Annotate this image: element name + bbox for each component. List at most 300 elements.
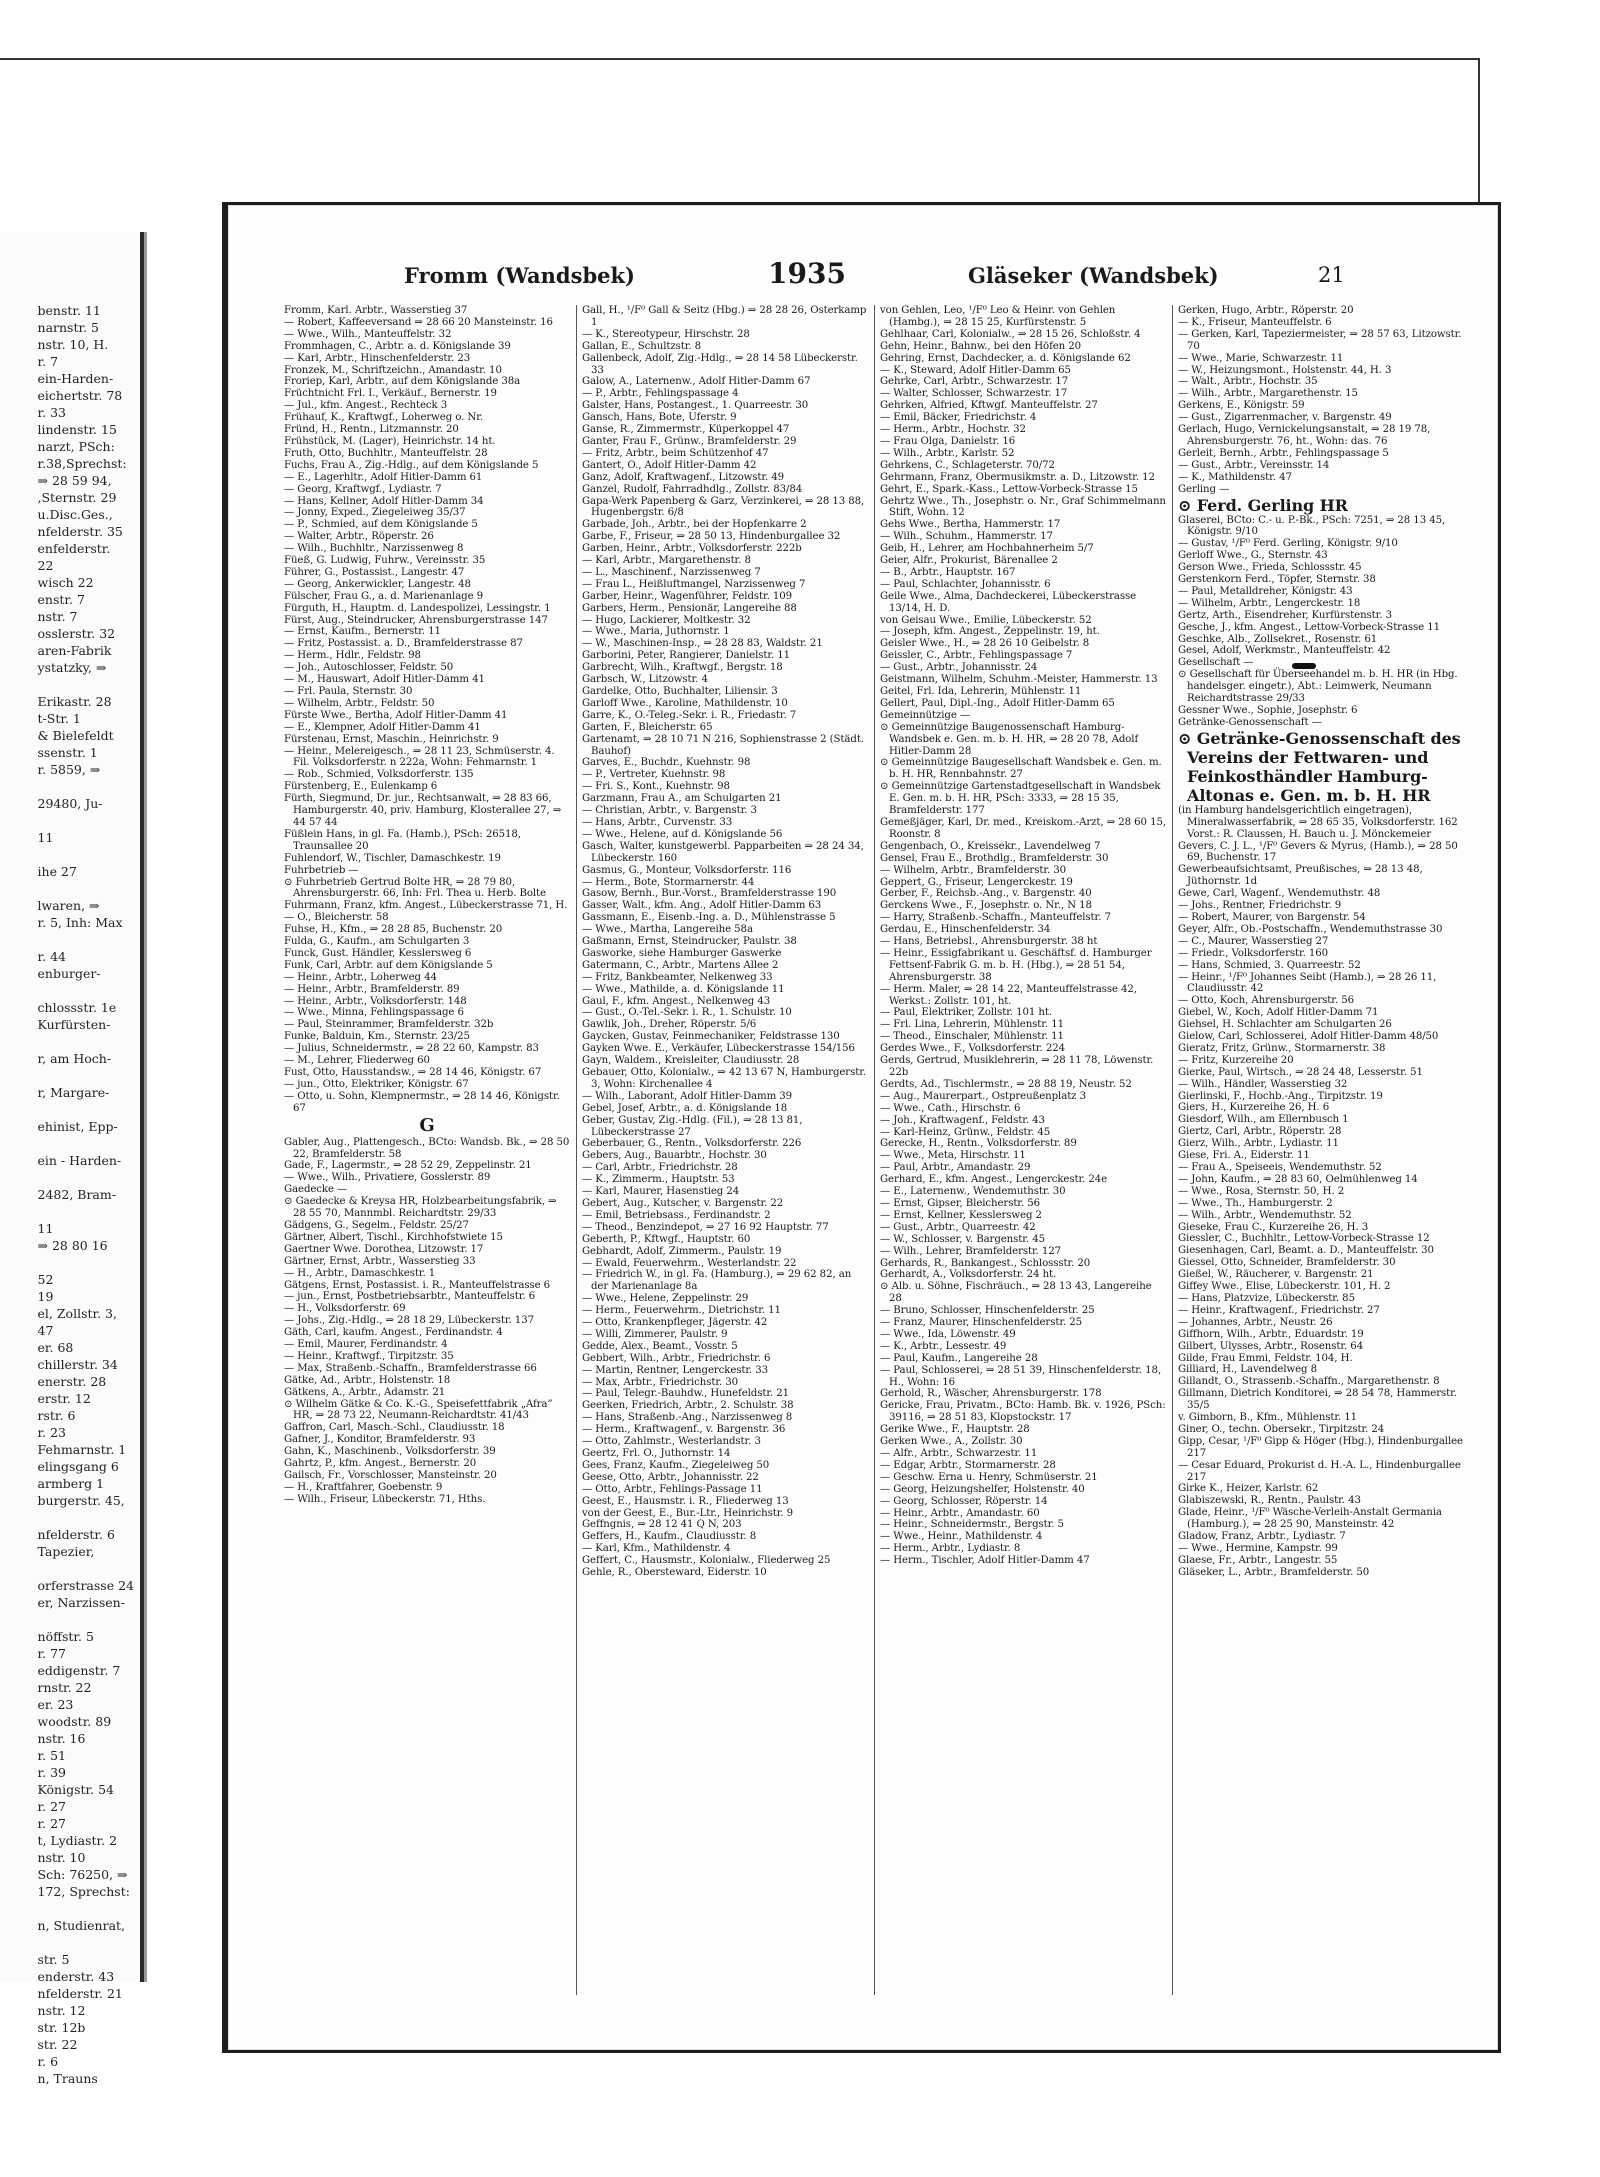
directory-entry: Frühstück, M. (Lager), Heinrichstr. 14 ht. [284, 435, 496, 447]
directory-entry: Frühauf, K., Kraftwgf., Loherweg o. Nr. [284, 412, 483, 424]
directory-entry: Gailsch, Fr., Vorschlosser, Mansteinstr. 20 [284, 1470, 497, 1481]
directory-entry: — Rob., Schmied, Volksdorferstr. 135 [284, 769, 474, 781]
previous-page-fragment: enerstr. 28 [37, 1374, 107, 1389]
directory-entry: Führer, G., Postassist., Langestr. 47 [284, 566, 465, 578]
directory-entry: — Johs., Rentner, Friedrichstr. 9 [1178, 900, 1342, 912]
directory-entry: Fülscher, Frau G., a. d. Marienanlage 9 [284, 590, 484, 602]
directory-entry: — H., Arbtr., Damaschkestr. 1 [284, 1267, 436, 1279]
directory-entry: — Fritz, Bankbeamter, Nelkenweg 33 [582, 971, 773, 983]
directory-entry: Gärtner, Ernst, Arbtr., Wasserstieg 33 [284, 1255, 476, 1267]
previous-page-fragment [38, 1203, 134, 1220]
directory-entry: — W., Maschinen-Insp., ⇒ 28 28 83, Waldstr. 21 [582, 638, 823, 650]
directory-entry: — Herm., Tischler, Adolf Hitler-Damm 47 [880, 1555, 1090, 1567]
previous-page-fragment: wisch 22 [37, 575, 94, 590]
previous-page-fragment: eichertstr. 78 [37, 388, 123, 403]
previous-page-fragment [38, 1934, 134, 1951]
directory-entry: Gehle, R., Obersteward, Eiderstr. 10 [582, 1567, 767, 1579]
previous-page-fragment: ,Sternstr. 29 [37, 490, 117, 505]
directory-entry: — Wwe., Helene, auf d. Königslande 56 [582, 828, 783, 840]
directory-entry: — Walt., Arbtr., Hochstr. 35 [1178, 376, 1318, 388]
directory-entry: — Wwe., Maria, Juthornstr. 1 [582, 626, 730, 638]
previous-page-fragment [38, 1611, 134, 1628]
directory-entry: — jun., Otto, Elektriker, Königstr. 67 [284, 1078, 469, 1090]
previous-page-fragment: nfelderstr. 35 [37, 524, 123, 539]
previous-page-fragment: er. 23 [37, 1697, 74, 1712]
previous-page-fragment: nstr. 10, H. [37, 337, 109, 352]
directory-entry: Gesche, J., kfm. Angest., Lettow-Vorbeck-Strasse 11 [1178, 621, 1441, 633]
previous-page-fragment [38, 1560, 134, 1577]
directory-entry: — Cesar Eduard, Prokurist d. H.-A. L., Hindenburgallee 217 [1178, 1459, 1461, 1483]
previous-page-fragment [38, 1135, 134, 1152]
previous-page-fragment [38, 1509, 134, 1526]
directory-entry: Gawlik, Joh., Dreher, Röperstr. 5/6 [582, 1019, 757, 1031]
directory-entry: — Gerken, Karl, Tapeziermeister, ⇒ 28 57 63, Litzowstr. 70 [1178, 328, 1462, 352]
previous-page-fragment: 172, Sprechst: [37, 1884, 130, 1899]
directory-entry: — Alfr., Arbtr., Schwarzestr. 11 [880, 1448, 1038, 1459]
directory-entry: Galow, A., Laternenw., Adolf Hitler-Damm 67 [582, 376, 811, 388]
previous-page-fragment: r. 44 [37, 949, 66, 964]
directory-entry: — Joh., Kraftwagenf., Feldstr. 43 [880, 1114, 1045, 1126]
directory-entry: Fürguth, H., Hauptm. d. Landespolizei, Lessingstr. 1 [284, 602, 551, 614]
directory-entry: Giese, Fri. A., Eiderstr. 11 [1178, 1150, 1310, 1162]
directory-entry: — H., Volksdorferstr. 69 [284, 1303, 406, 1315]
directory-entry: Gebel, Josef, Arbtr., a. d. Königslande 18 [582, 1102, 788, 1114]
previous-page-fragment: armberg 1 [37, 1476, 105, 1491]
directory-entry: Gladow, Franz, Arbtr., Lydiastr. 7 [1178, 1531, 1346, 1543]
directory-entry: — Edgar, Arbtr., Stormarnerstr. 28 [880, 1459, 1056, 1471]
directory-entry: Gees, Franz, Kaufm., Ziegeleiweg 50 [582, 1459, 770, 1471]
previous-page-fragment: 11 [37, 1221, 54, 1236]
directory-entry: Fuhse, H., Kfm., ⇒ 28 28 85, Buchenstr. 20 [284, 924, 503, 936]
previous-page-fragment: r. 51 [37, 1748, 66, 1763]
directory-entry: Gerckens Wwe., F., Josephstr. o. Nr., N 18 [880, 900, 1092, 912]
directory-entry: — Karl, Kfm., Mathildenstr. 4 [582, 1543, 731, 1555]
directory-entry: — P., Vertreter, Kuehnstr. 98 [582, 769, 726, 781]
directory-entry: — Otto, u. Sohn, Klempnermstr., ⇒ 28 14 46, Königstr. 67 [284, 1090, 560, 1114]
previous-page-fragment: narzt, PSch: [37, 439, 115, 454]
directory-entry: — Georg, Ankerwickler, Langestr. 48 [284, 578, 471, 590]
directory-entry: Geberth, P., Kftwgf., Hauptstr. 60 [582, 1233, 751, 1245]
directory-entry: von der Geest, E., Bur.-Ltr., Heinrichstr. 9 [582, 1507, 794, 1519]
directory-entry: Gielow, Carl, Schlosserei, Adolf Hitler-Damm 48/50 [1178, 1031, 1439, 1043]
directory-entry: — Hans, Platzvize, Lübeckerstr. 85 [1178, 1292, 1355, 1304]
directory-entry: Geissler, C., Arbtr., Fehlingspassage 7 [880, 650, 1073, 662]
previous-page-fragment: orferstrasse 24 [37, 1578, 134, 1593]
previous-page-fragment: woodstr. 89 [37, 1714, 112, 1729]
directory-entry: Fuhlendorf, W., Tischler, Damaschkestr. 19 [284, 852, 501, 864]
directory-entry: Fromm, Karl. Arbtr., Wasserstieg 37 [284, 305, 468, 316]
directory-entry: — B., Arbtr., Hauptstr. 167 [880, 566, 1016, 578]
previous-page-fragment: narnstr. 5 [37, 320, 99, 335]
directory-entry: — Heinr., Arbtr., Amandastr. 60 [880, 1507, 1040, 1519]
previous-page-fragment: 19 [37, 1289, 54, 1304]
previous-page-fragment: lindenstr. 15 [37, 422, 117, 437]
previous-page-fragment: rstr. 6 [37, 1408, 76, 1423]
directory-entry: Gaffron, Carl, Masch.-Schl., Claudiusstr. 18 [284, 1422, 505, 1434]
directory-entry: Gericke, Frau, Privatm., BCto: Hamb. Bk. v. 1926, PSch: 39116, ⇒ 28 51 83, Klopstockstr. 17 [880, 1400, 1166, 1424]
directory-entry: Gehring, Ernst, Dachdecker, a. d. Königslande 62 [880, 352, 1131, 364]
directory-entry: Glaese, Fr., Arbtr., Langestr. 55 [1178, 1554, 1338, 1566]
previous-page-fragment: r. 7 [37, 354, 59, 369]
directory-entry: Gierz, Wilh., Arbtr., Lydiastr. 11 [1178, 1138, 1339, 1150]
directory-entry: Gatermann, C., Arbtr., Martens Allee 2 [582, 959, 779, 971]
directory-entry: — Paul, Schlosserei, ⇒ 28 51 39, Hinschenfelderstr. 18, H., Wohn: 16 [880, 1364, 1162, 1388]
directory-entry: — Wwe., Th., Hamburgerstr. 2 [1178, 1197, 1333, 1209]
column-1 [284, 305, 570, 2005]
previous-page-fragment: nöffstr. 5 [37, 1629, 94, 1644]
directory-entry: Gehn, Heinr., Bahnw., bei den Höfen 20 [880, 340, 1082, 352]
directory-entry: — Heinr., ¹/F⁰ Johannes Seibt (Hamb.), ⇒ 28 26 11, Claudiusstr. 42 [1178, 971, 1437, 995]
previous-page-fragment: r. 33 [37, 405, 66, 420]
directory-entry: — Otto, Arbtr., Fehlings-Passage 11 [582, 1483, 763, 1495]
previous-page-edge [0, 232, 144, 2086]
directory-entry: Ganz, Adolf, Kraftwagenf., Litzowstr. 49 [582, 471, 785, 483]
previous-page-fragment: er. 68 [37, 1340, 74, 1355]
previous-page-fragment: rnstr. 22 [37, 1680, 92, 1695]
directory-entry: Fruth, Otto, Buchhltr., Manteuffelstr. 28 [284, 447, 488, 459]
previous-page-fragment [38, 931, 134, 948]
header-year: 1935 [768, 257, 846, 290]
previous-page-fragment: el, Zollstr. 3, [37, 1306, 117, 1321]
directory-entry: — Hans, Arbtr., Curvenstr. 33 [582, 816, 733, 828]
directory-entry: — Frau Olga, Danielstr. 16 [880, 435, 1016, 447]
previous-page-fragment: n, Studienrat, [37, 1918, 126, 1933]
directory-entry: — Paul, Steinrammer, Bramfelderstr. 32b [284, 1019, 494, 1031]
previous-page-fragment: er, Narzissen- [37, 1595, 125, 1610]
directory-entry: — C., Maurer, Wasserstieg 27 [1178, 935, 1329, 947]
directory-entry: — M., Hauswart, Adolf Hitler-Damm 41 [284, 674, 485, 686]
directory-entry: Fuchs, Frau A., Zig.-Hdlg., auf dem Königslande 5 [284, 459, 539, 471]
directory-entry: Funck, Gust. Händler, Kesslersweg 6 [284, 947, 472, 959]
previous-page-fragment [38, 1067, 134, 1084]
previous-page-fragment: elingsgang 6 [37, 1459, 119, 1474]
directory-entry: — E., Lagerhltr., Adolf Hitler-Damm 61 [284, 471, 483, 483]
directory-entry: Gieratz, Fritz, Grünw., Stormarnerstr. 38 [1178, 1042, 1386, 1054]
directory-entry: — Theod., Benzindepot, ⇒ 27 16 92 Hauptstr. 77 [582, 1221, 829, 1233]
directory-entry: Funke, Balduin, Km., Sternstr. 23/25 [284, 1031, 470, 1043]
previous-page-fragment: r. 27 [37, 1816, 66, 1831]
directory-entry: — Heinr., Arbtr., Volksdorferstr. 148 [284, 995, 467, 1007]
directory-entry: — Karl, Arbtr., Hinschenfelderstr. 23 [284, 352, 471, 364]
directory-entry: — Ernst, Gipser, Bleicherstr. 56 [880, 1197, 1041, 1209]
directory-entry: — H., Kraftfahrer, Goebenstr. 9 [284, 1481, 443, 1493]
directory-entry: — Max, Straßenb.-Schaffn., Bramfelderstrasse 66 [284, 1362, 537, 1374]
directory-entry: ⊙ Gemeinnützige Baugenossenschaft Hamburg-Wandsbek e. Gen. m. b. H. HR, ⇒ 28 20 78, Adolf Hitler-Damm 28 [880, 721, 1139, 757]
directory-entry: Gall, H., ¹/F⁰ Gall & Seitz (Hbg.) ⇒ 28 28 26, Osterkamp 1 [582, 305, 867, 328]
column-divider [1172, 305, 1173, 1995]
directory-entry: Geffert, C., Hausmstr., Kolonialw., Fliederweg 25 [582, 1555, 831, 1567]
previous-page-fragment: ein-Harden- [37, 371, 114, 386]
directory-entry: — Karl, Maurer, Hasenstieg 24 [582, 1186, 740, 1198]
directory-entry: — Max, Arbtr., Friedrichstr. 30 [582, 1376, 739, 1388]
directory-entry: — Georg, Kraftwgf., Lydiastr. 7 [284, 483, 442, 495]
previous-page-fragment [38, 1254, 134, 1271]
directory-entry: Geest, E., Hausmstr. i. R., Fliederweg 13 [582, 1495, 789, 1507]
directory-entry: Gessner Wwe., Sophie, Josephstr. 6 [1178, 705, 1358, 716]
previous-page-fragment: r, am Hoch- [37, 1051, 112, 1066]
directory-entry: Gierke, Paul, Wirtsch., ⇒ 28 24 48, Lesserstr. 51 [1178, 1066, 1423, 1078]
directory-entry: — Wwe., Heinr., Mathildenstr. 4 [880, 1531, 1043, 1543]
directory-entry: — Wwe., Mathilde, a. d. Königslande 11 [582, 983, 785, 995]
directory-entry: Gade, F., Lagermstr., ⇒ 28 52 29, Zeppelinstr. 21 [284, 1160, 532, 1172]
directory-entry: — Joh., Autoschlosser, Feldstr. 50 [284, 662, 454, 674]
previous-page-fragment: nfelderstr. 6 [37, 1527, 115, 1542]
previous-page-fragment: Sch: 76250, ⇒ [37, 1867, 128, 1882]
directory-entry: Gerhardt, A., Volksdorferstr. 24 ht. [880, 1269, 1057, 1281]
directory-entry: Gaßmann, Ernst, Steindrucker, Paulstr. 38 [582, 936, 797, 948]
directory-entry: — E., Klempner, Adolf Hitler-Damm 41 [284, 721, 481, 733]
directory-entry: Giertz, Carl, Arbtr., Röperstr. 28 [1178, 1126, 1342, 1138]
directory-entry: — Jul., kfm. Angest., Rechteck 3 [284, 400, 448, 412]
directory-entry: — Wwe., Rosa, Sternstr. 50, H. 2 [1178, 1185, 1345, 1197]
directory-entry: Gerecke, H., Rentn., Volksdorferstr. 89 [880, 1138, 1077, 1150]
directory-entry: — Ernst, Kellner, Kesslersweg 2 [880, 1209, 1042, 1221]
directory-entry: — Wwe., Ida, Löwenstr. 49 [880, 1328, 1016, 1340]
previous-page-fragment: 22 [37, 558, 54, 573]
directory-entry: — Wilh., Schuhm., Hammerstr. 17 [880, 531, 1053, 543]
directory-entry: — Heinr., Essigfabrikant u. Geschäftsf. d. Hamburger Fettsenf-Fabrik G. m. b. H. (Hbg.), ⇒ 28 51 54, Ahrensburgerstr. 38 [880, 947, 1152, 983]
previous-page-fragment [38, 846, 134, 863]
directory-entry: — Herm., Bote, Stormarnerstr. 44 [582, 876, 755, 888]
directory-entry: Glaserei, BCto: C.- u. P.-Bk., PSch: 7251, ⇒ 28 13 45, Königstr. 9/10 [1178, 514, 1446, 538]
directory-entry: — Jonny, Exped., Ziegeleiweg 35/37 [284, 507, 466, 519]
directory-entry: Giebel, W., Koch, Adolf Hitler-Damm 71 [1178, 1007, 1379, 1019]
directory-entry: — Geschw. Erna u. Henry, Schmüserstr. 21 [880, 1471, 1098, 1483]
directory-entry: — Wilhelm, Arbtr., Lengerckestr. 18 [1178, 597, 1361, 609]
previous-page-fragment: r, Margare- [37, 1085, 110, 1100]
directory-entry: Gerhold, R., Wäscher, Ahrensburgerstr. 178 [880, 1388, 1102, 1400]
directory-entry: — Christian, Arbtr., v. Bargenstr. 3 [582, 805, 757, 817]
directory-entry: Fronzek, M., Schriftzeichn., Amandastr. 10 [284, 364, 502, 376]
directory-entry: ⊙ Gaedecke & Kreysa HR, Holzbearbeitungsfabrik, ⇒ 28 55 70, Mannmbl. Reichardtstr. 29/33 [284, 1196, 557, 1220]
directory-entry: — Herm., Feuerwehrm., Dietrichstr. 11 [582, 1305, 781, 1317]
previous-page-fragment: erstr. 12 [37, 1391, 91, 1406]
directory-entry: Geber, Gustav, Zig.-Hdlg. (Fil.), ⇒ 28 13 81, Lübeckerstrasse 27 [582, 1114, 803, 1138]
directory-entry: Füßlein Hans, in gl. Fa. (Hamb.), PSch: 26518, Traunsallee 20 [284, 828, 521, 852]
directory-entry: Garten, F., Bleicherstr. 65 [582, 721, 713, 733]
directory-entry: — Emil, Maurer, Ferdinandstr. 4 [284, 1339, 448, 1351]
header-left-title: Fromm (Wandsbek) [404, 263, 635, 288]
directory-entry: — Wilh., Lehrer, Bramfelderstr. 127 [880, 1245, 1062, 1257]
back-page-edge [0, 58, 1480, 60]
previous-page-fragment [38, 812, 134, 829]
directory-entry: — Fritz, Kurzereihe 20 [1178, 1054, 1294, 1066]
column-divider [576, 305, 577, 1995]
directory-entry: Gaul, F., kfm. Angest., Nelkenweg 43 [582, 995, 771, 1007]
directory-entry: Gasser, Walt., kfm. Ang., Adolf Hitler-Damm 63 [582, 900, 822, 912]
directory-entry: — Karl-Heinz, Grünw., Feldstr. 45 [880, 1126, 1051, 1138]
directory-entry: Gerling — [1178, 483, 1230, 495]
directory-entry: Gebers, Aug., Bauarbtr., Hochstr. 30 [582, 1150, 767, 1162]
previous-page-fragment: u.Disc.Ges., [37, 507, 113, 522]
directory-entry: Gillmann, Dietrich Konditorei, ⇒ 28 54 78, Hammerstr. 35/5 [1178, 1388, 1457, 1412]
directory-entry: Giffhorn, Wilh., Arbtr., Eduardstr. 19 [1178, 1328, 1364, 1340]
directory-entry: — Otto, Zahlmstr., Westerlandstr. 3 [582, 1436, 761, 1448]
previous-page-fragment: 2482, Bram- [37, 1187, 116, 1202]
directory-entry: Gasmus, G., Monteur, Volksdorferstr. 116 [582, 864, 792, 876]
previous-page-fragment: nstr. 12 [37, 2003, 86, 2018]
directory-entry: Gätgens, Ernst, Postassist. i. R., Manteuffelstrasse 6 [284, 1279, 551, 1291]
directory-entry: Gilbert, Ulysses, Arbtr., Rosenstr. 64 [1178, 1340, 1364, 1352]
directory-entry: — Friedr., Volksdorferstr. 160 [1178, 947, 1329, 959]
directory-entry: — Fritz, Postassist. a. D., Bramfelderstrasse 87 [284, 638, 523, 650]
directory-entry: — Karl, Arbtr., Margarethenstr. 8 [582, 555, 751, 567]
directory-entry: — Fri. S., Kont., Kuehnstr. 98 [582, 781, 730, 793]
section-letter: G [419, 1114, 435, 1136]
directory-entry: Garben, Heinr., Arbtr., Volksdorferstr. 222b [582, 543, 802, 555]
directory-entry: Gantert, O., Adolf Hitler-Damm 42 [582, 459, 757, 471]
previous-page-fragment: ssenstr. 1 [37, 745, 98, 760]
directory-entry: Gaycken, Gustav, Feinmechaniker, Feldstrasse 130 [582, 1031, 840, 1043]
directory-entry: — John, Kaufm., ⇒ 28 83 60, Oelmühlenweg 14 [1178, 1173, 1418, 1185]
column-divider [874, 305, 875, 1995]
directory-entry: Gengenbach, O., Kreissekr., Lavendelweg 7 [880, 840, 1101, 852]
directory-entry: — O., Bleicherstr. 58 [284, 912, 389, 924]
directory-entry: — Johannes, Arbtr., Neustr. 26 [1178, 1316, 1333, 1328]
directory-entry: Gädgens, G., Segelm., Feldstr. 25/27 [284, 1219, 469, 1231]
directory-entry: Gießel, W., Räucherer, v. Bargenstr. 21 [1178, 1269, 1374, 1281]
directory-page [222, 202, 1501, 2053]
directory-entry: Gehrkens, C., Schlageterstr. 70/72 [880, 459, 1055, 471]
previous-page-fragment: 29480, Ju- [37, 796, 103, 811]
directory-entry: — L., Maschinenf., Narzissenweg 7 [582, 566, 761, 578]
directory-entry: — Julius, Schneidermstr., ⇒ 28 22 60, Kampstr. 83 [284, 1043, 539, 1055]
previous-page-fragment [38, 1900, 134, 1917]
previous-page-fragment: Königstr. 54 [37, 1782, 114, 1797]
directory-entry: — Heinr., Kraftwagenf., Friedrichstr. 27 [1178, 1304, 1380, 1316]
directory-entry: Giessler, C., Buchhltr., Lettow-Vorbeck-Strasse 12 [1178, 1233, 1430, 1245]
directory-entry: Gemeßjäger, Karl, Dr. med., Kreiskom.-Arzt, ⇒ 28 60 15, Roonstr. 8 [880, 816, 1166, 840]
directory-entry: Gewe, Carl, Wagenf., Wendemuthstr. 48 [1178, 888, 1381, 900]
directory-entry: Ganzel, Rudolf, Fahrradhdlg., Zollstr. 83/84 [582, 483, 803, 495]
directory-entry: — Heinr., Arbtr., Bramfelderstr. 89 [284, 983, 460, 995]
directory-entry: Geerken, Friedrich, Arbtr., 2. Schulstr. 38 [582, 1400, 794, 1412]
directory-entry: — Gust., Arbtr., Johannisstr. 24 [880, 662, 1038, 674]
previous-page-fragment: str. 5 [37, 1952, 70, 1967]
directory-entry: Gallan, E., Schultzstr. 8 [582, 340, 702, 352]
directory-entry: — Wwe., Meta, Hirschstr. 11 [880, 1150, 1026, 1162]
directory-entry: ⊙ Alb. u. Söhne, Fischräuch., ⇒ 28 13 43, Langereihe 28 [880, 1281, 1152, 1305]
directory-entry: Gasow, Bernh., Bur.-Vorst., Bramfelderstrasse 190 [582, 888, 837, 900]
directory-entry: — Wilh., Arbtr., Karlstr. 52 [880, 447, 1015, 459]
previous-page-fragment: r. 23 [37, 1425, 66, 1440]
directory-entry: — Wwe., Hermine, Kampstr. 99 [1178, 1543, 1338, 1554]
directory-entry: Gasworke, siehe Hamburger Gaswerke [582, 947, 782, 959]
directory-entry: Gemeinnützige — [880, 709, 970, 721]
directory-entry: Gierlinski, F., Hochb.-Ang., Tirpitzstr. 19 [1178, 1090, 1383, 1102]
previous-page-fragment: ⇒ 28 80 16 [37, 1238, 108, 1253]
directory-entry: — Herm., Hdlr., Feldstr. 98 [284, 650, 421, 662]
directory-entry: Gehrken, Alfried, Kftwgf. Manteuffelstr. 27 [880, 400, 1098, 412]
directory-entry: Gebert, Aug., Kutscher, v. Bargenstr. 22 [582, 1197, 784, 1209]
directory-entry: Gilde, Frau Emmi, Feldstr. 104, H. [1178, 1352, 1353, 1364]
directory-entry: Fuhrbetrieb — [284, 864, 359, 876]
directory-entry: Gerken Wwe., A., Zollstr. 30 [880, 1436, 1023, 1448]
directory-entry: — Paul, Schlachter, Johannisstr. 6 [880, 578, 1051, 590]
directory-entry: Fürstenau, Ernst, Maschin., Heinrichstr. 9 [284, 733, 499, 745]
directory-entry: — Wwe., Minna, Fehlingspassage 6 [284, 1007, 464, 1019]
previous-page-fragment: enderstr. 43 [37, 1969, 115, 1984]
previous-page-fragment: r. 39 [37, 1765, 66, 1780]
previous-page-fragment: r. 6 [37, 2054, 59, 2069]
previous-page-fragment: chillerstr. 34 [37, 1357, 118, 1372]
directory-entry: Gesel, Adolf, Werkmstr., Manteuffelstr. 42 [1178, 645, 1391, 657]
directory-entry: — Robert, Maurer, von Bargenstr. 54 [1178, 911, 1366, 923]
directory-entry: — Gust., Zigarrenmacher, v. Bargenstr. 49 [1178, 412, 1392, 424]
previous-page-fragment: Tapezier, [37, 1544, 95, 1559]
directory-entry: Geese, Otto, Arbtr., Johannisstr. 22 [582, 1471, 759, 1483]
previous-page-fragment: eddigenstr. 7 [37, 1663, 121, 1678]
directory-entry: ⊙ Wilhelm Gätke & Co. K.-G., Speisefettfabrik „Afra” HR, ⇒ 28 73 22, Neumann-Reichardtstr. 41/43 [284, 1398, 553, 1422]
directory-entry: Ganter, Frau F., Grünw., Bramfelderstr. 29 [582, 435, 797, 447]
directory-entry: Gasch, Walter, kunstgewerbl. Papparbeiten ⇒ 28 24 34, Lübeckerstr. 160 [582, 840, 864, 864]
directory-entry: — Franz, Maurer, Hinschenfelderstr. 25 [880, 1317, 1083, 1329]
directory-entry: Gehrmann, Franz, Obermusikmstr. a. D., Litzowstr. 12 [880, 471, 1155, 483]
previous-page-fragment: enstr. 7 [37, 592, 85, 607]
previous-page-fragment: enburger- [37, 966, 101, 981]
header-right-title: Gläseker (Wandsbek) [968, 263, 1219, 288]
directory-entry: — Fritz, Arbtr., beim Schützenhof 47 [582, 447, 769, 459]
directory-entry: — P., Schmied, auf dem Königslande 5 [284, 519, 478, 531]
directory-entry: Geertz, Frl. O., Juthornstr. 14 [582, 1448, 731, 1459]
directory-entry: — Hans, Betriebsl., Ahrensburgerstr. 38 ht [880, 936, 1098, 948]
previous-page-fragment: Fehmarnstr. 1 [37, 1442, 127, 1457]
directory-entry: — Theod., Einschaler, Mühlenstr. 11 [880, 1031, 1064, 1043]
directory-entry: — Georg, Heizungshelfer, Holstenstr. 40 [880, 1483, 1085, 1495]
directory-entry: — jun., Ernst, Postbetriebsarbtr., Manteuffelstr. 6 [284, 1291, 536, 1303]
previous-page-fragment: ⇒ 28 59 94, [37, 473, 112, 488]
directory-entry: — Herm., Kraftwagenf., v. Bargenstr. 36 [582, 1424, 786, 1436]
directory-entry: Gayn, Waldem., Kreisleiter, Claudiusstr. 28 [582, 1055, 800, 1067]
directory-entry-highlight: ⊙ Ferd. Gerling HR [1178, 495, 1348, 515]
directory-entry: Gilliard, H., Lavendelweg 8 [1178, 1364, 1317, 1376]
previous-page-fragment: 11 [37, 830, 54, 845]
directory-entry: — M., Lehrer, Fliederweg 60 [284, 1055, 430, 1067]
directory-entry: Gahn, K., Maschinenb., Volksdorferstr. 39 [284, 1446, 496, 1458]
directory-entry: — Heinr., Melereigesch., ⇒ 28 11 23, Schmüserstr. 4. Fil. Volksdorferstr. n 222a, Wohn: Fehmarnstr. 1 [284, 745, 555, 769]
previous-page-fragment [38, 1101, 134, 1118]
directory-entry: Giesdorf, Wilh., am Ellernbusch 1 [1178, 1114, 1349, 1126]
directory-entry: Geberbauer, G., Rentn., Volksdorferstr. 226 [582, 1138, 802, 1150]
directory-entry: — Wilh., Arbtr., Margarethenstr. 15 [1178, 388, 1358, 400]
directory-entry: — Aug., Maurerpart., Ostpreußenplatz 3 [880, 1090, 1086, 1102]
previous-page-fragment: nstr. 16 [37, 1731, 86, 1746]
directory-entry: Geier, Alfr., Prokurist, Bärenallee 2 [880, 555, 1058, 567]
previous-page-fragment: benstr. 11 [37, 303, 101, 318]
previous-page-fragment: chlossstr. 1e [37, 1000, 117, 1015]
directory-entry: — Hans, Straßenb.-Ang., Narzissenweg 8 [582, 1412, 793, 1424]
directory-entry: — Georg, Schlosser, Röperstr. 14 [880, 1495, 1048, 1507]
directory-entry: Ganse, R., Zimmermstr., Küperkoppel 47 [582, 424, 790, 436]
directory-entry: — Robert, Kaffeeversand ⇒ 28 66 20 Mansteinstr. 16 [284, 316, 553, 328]
directory-entry: Geistmann, Wilhelm, Schuhm.-Meister, Hammerstr. 13 [880, 674, 1158, 686]
directory-entry: Getränke-Genossenschaft — [1178, 716, 1322, 728]
directory-entry: ⊙ Gesellschaft für Überseehandel m. b. H. HR (in Hbg. handelsger. eingetr.), Abt.: Leimwerk, Neumann Reichardtstrasse 29/33 [1178, 669, 1458, 705]
previous-page-fragment: 52 [37, 1272, 54, 1287]
directory-entry: — Friedrich W., in gl. Fa. (Hamburg.), ⇒ 29 62 82, an der Marienanlage 8a [582, 1269, 852, 1293]
directory-entry: Gehrtz Wwe., Th., Josephstr. o. Nr., Graf Schimmelmann Stift, Wohn. 12 [880, 495, 1166, 519]
directory-entry: Gerike Wwe., F., Hauptstr. 28 [880, 1424, 1030, 1436]
directory-entry: Gertz, Arth., Eisendreher, Kurfürstenstr. 3 [1178, 609, 1392, 621]
directory-entry: Fulda, G., Kaufm., am Schulgarten 3 [284, 936, 470, 948]
directory-entry: — Carl, Arbtr., Friedrichstr. 28 [582, 1162, 738, 1174]
directory-entry: Fust, Otto, Hausstandsw., ⇒ 28 14 46, Königstr. 67 [284, 1067, 542, 1078]
previous-page-fragment: n, Trauns [37, 2071, 98, 2086]
directory-entry: — Hans, Schmied, 3. Quarreestr. 52 [1178, 959, 1361, 971]
directory-entry: Geppert, G., Friseur, Lengerckestr. 19 [880, 876, 1073, 888]
directory-entry: ⊙ Fuhrbetrieb Gertrud Bolte HR, ⇒ 28 79 80, Ahrensburgerstr. 66, Inh: Frl. Thea u. Herb. Bolte [284, 876, 546, 900]
directory-entry: Gensel, Frau E., Brothdlg., Bramfelderstr. 30 [880, 852, 1109, 864]
